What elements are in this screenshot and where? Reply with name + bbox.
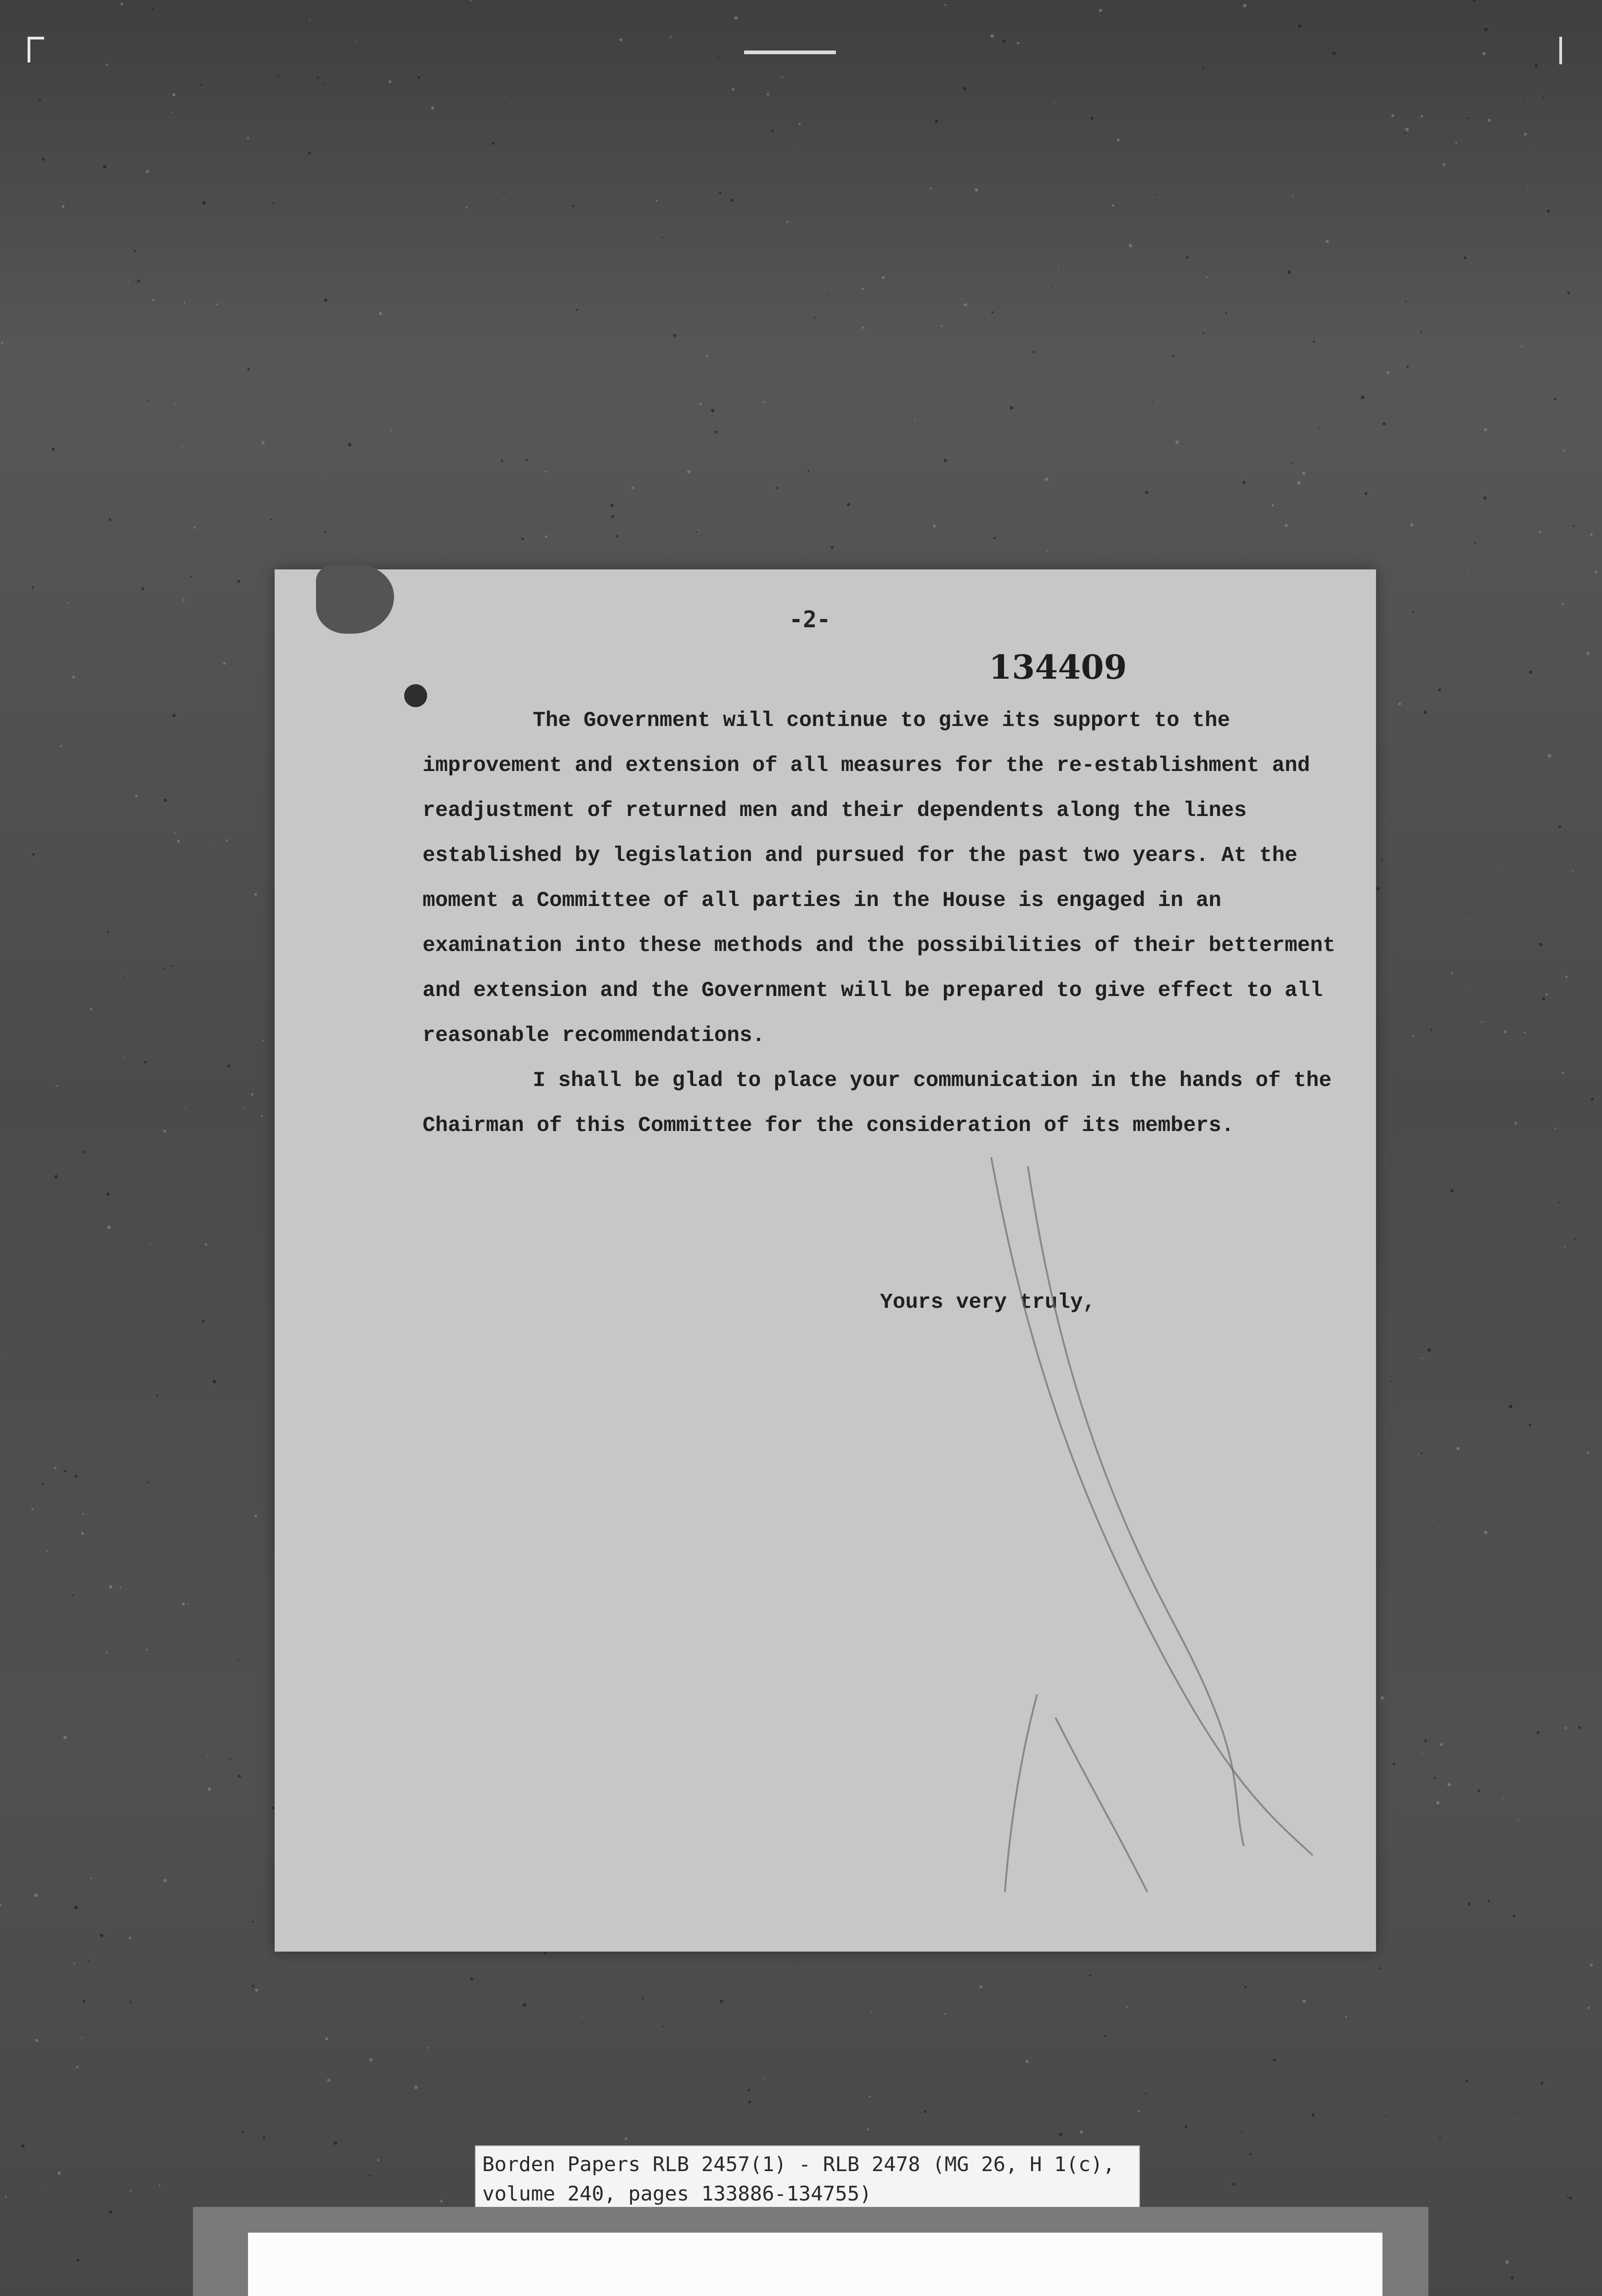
paper-crease-lines xyxy=(275,569,1376,1952)
archives-label-card xyxy=(248,2233,1382,2296)
document-stamp-number: 134409 xyxy=(989,647,1127,687)
letter-paragraph: I shall be glad to place your communication in the hands of the Chairman of this Committee for the consideration of its members. xyxy=(423,1069,1332,1137)
frame-corner-mark xyxy=(28,37,44,62)
frame-right-tick xyxy=(1559,37,1562,64)
letter-paragraph: The Government will continue to give its support to the improvement and extension of all measures for the re-establishment and readjustment of returned men and their dependents along the lines established by legislation and pursued for the past two years. At the moment a Committee of all parties in the House is engaged in an examination into these methods and the possibilities of their betterment and extension and the Government will be prepared to give effect to all reasonable recommendations. xyxy=(423,709,1336,1047)
frame-top-dash xyxy=(744,51,836,54)
citation-text: Borden Papers RLB 2457(1) - RLB 2478 (MG 26, H 1(c), volume 240, pages 133886-134755) xyxy=(482,2153,1115,2206)
page-number: -2- xyxy=(789,606,831,633)
letter-page xyxy=(275,569,1376,1952)
letter-closing: Yours very truly, xyxy=(880,1290,1096,1314)
